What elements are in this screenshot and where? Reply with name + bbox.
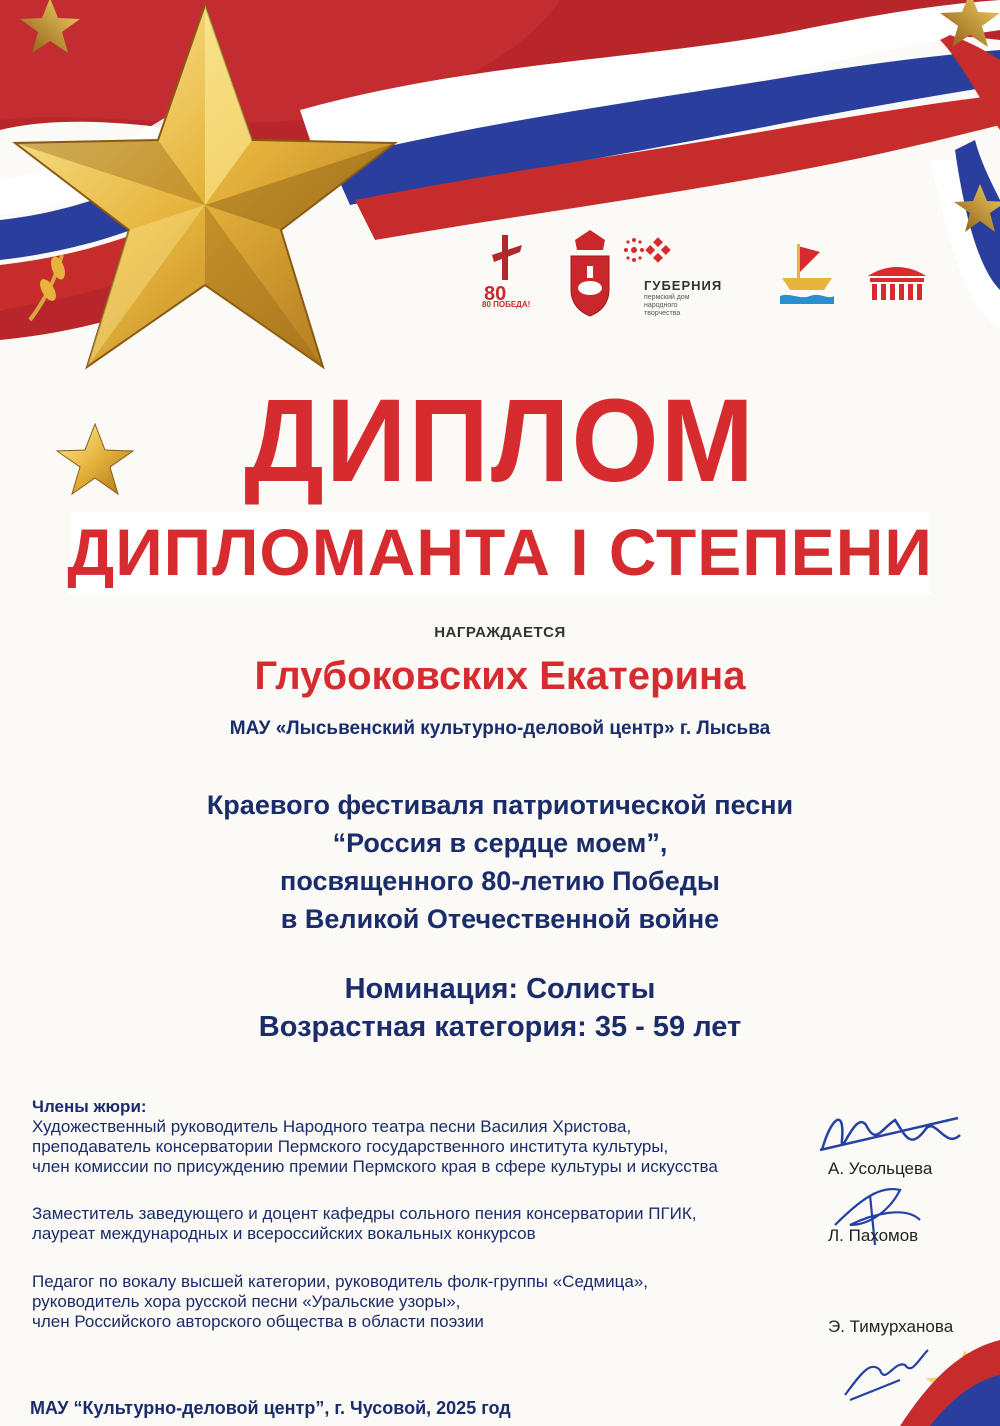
jury-line: член комиссии по присуждению премии Пермского края в сфере культуры и искусства <box>32 1157 718 1176</box>
nomination-block <box>0 970 1000 1046</box>
jury-line: преподаватель консерватории Пермского государственного института культуры, <box>32 1137 669 1156</box>
nomination: Номинация: Солисты <box>344 973 656 1005</box>
jury-line: лауреат международных и всероссийских вокальных конкурсов <box>32 1224 536 1243</box>
jury-name-2: Л. Пахомов <box>828 1226 919 1245</box>
jury-line: член Российского авторского общества в области поэзии <box>32 1312 484 1331</box>
jury-title: Члены жюри: <box>32 1097 147 1116</box>
footer-organizer: МАУ “Культурно-деловой центр”, г. Чусовой, 2025 год <box>30 1398 511 1418</box>
jury-name-3: Э. Тимурханова <box>828 1317 954 1336</box>
festival-line: “Россия в сердце моем”, <box>332 828 668 858</box>
signature-timurkhanova <box>845 1350 928 1400</box>
jury-member-3 <box>32 1272 792 1332</box>
jury-line: Заместитель заведующего и доцент кафедры сольного пения консерватории ПГИК, <box>32 1204 697 1223</box>
festival-line: Краевого фестиваля патриотической песни <box>206 790 794 820</box>
victory-logo-text: 80 ПОБЕДА! <box>482 300 531 309</box>
jury-member-2 <box>32 1204 792 1244</box>
diploma-title: ДИПЛОМ <box>244 374 756 507</box>
jury-line: Художественный руководитель Народного театра песни Василия Христова, <box>32 1117 632 1136</box>
diploma-degree: ДИПЛОМАНТА I СТЕПЕНИ <box>67 515 933 589</box>
guberniya-logo <box>622 232 772 342</box>
jury-member-1 <box>32 1117 792 1177</box>
festival-line: в Великой Отечественной войне <box>280 904 720 934</box>
jury-line: руководитель хора русской песни «Уральские узоры», <box>32 1292 461 1311</box>
perm-krai-coat-of-arms <box>565 228 615 318</box>
recipient-organization: МАУ «Лысьвенский культурно-деловой центр» г. Лысьва <box>229 718 771 739</box>
signature-usoltseva <box>820 1118 960 1150</box>
age-category: Возрастная категория: 35 - 59 лет <box>258 1011 742 1043</box>
festival-description <box>0 786 1000 938</box>
recipient-name: Глубоковских Екатерина <box>254 654 746 698</box>
building-logo <box>866 262 928 302</box>
ship-logo <box>778 238 836 308</box>
svg-text:80: 80 <box>484 283 507 305</box>
jury-name-1: А. Усольцева <box>828 1159 933 1178</box>
festival-line: посвященного 80-летию Победы <box>280 866 720 896</box>
guberniya-title: ГУБЕРНИЯ <box>644 278 723 293</box>
victory-80-logo <box>482 230 532 315</box>
jury-line: Педагог по вокалу высшей категории, руководитель фолк-группы «Седмица», <box>32 1272 649 1291</box>
guberniya-subtitle: пермский дом народного творчества <box>644 294 690 317</box>
awarded-label: НАГРАЖДАЕТСЯ <box>434 624 566 641</box>
